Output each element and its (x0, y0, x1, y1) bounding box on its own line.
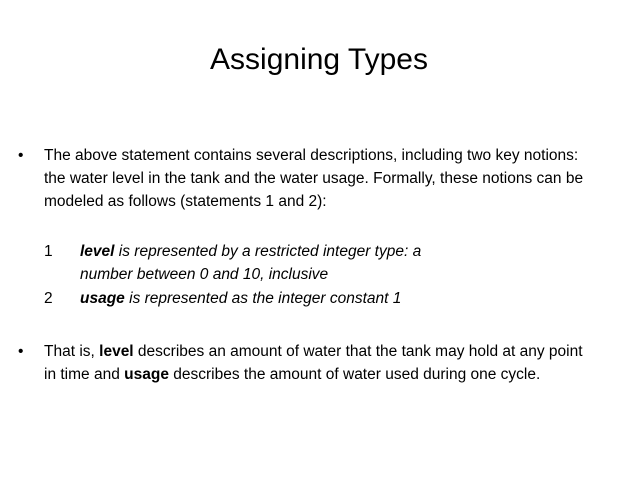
bullet-2-text-d: describes the amount of water used during one cycle. (168, 366, 541, 383)
statement-2 (44, 287, 401, 310)
statement-1-keyword: level (80, 243, 115, 260)
bullet-2-keyword-level: level (99, 343, 134, 360)
statement-2-number: 2 (44, 290, 53, 307)
bullet-2-line-2 (44, 363, 624, 386)
statement-1-continuation: number between 0 and 10, inclusive (80, 266, 329, 283)
bullet-2-line-1 (44, 340, 624, 363)
bullet-1-line-1: The above statement contains several descriptions, including two key notions: (44, 147, 579, 164)
bullet-2-text-a: That is, (44, 343, 100, 360)
bullet-2-keyword-usage: usage (124, 366, 169, 383)
bullet-dot-icon: • (18, 147, 24, 164)
bullet-2-text-b: describes an amount of water that the tank may hold at any point (133, 343, 583, 360)
slide-title: Assigning Types (210, 43, 428, 76)
bullet-1-line-2: the water level in the tank and the water usage. Formally, these notions can be (44, 170, 584, 187)
statement-1 (44, 240, 421, 263)
bullet-dot-icon: • (18, 343, 24, 360)
bullet-1-text (44, 144, 624, 213)
statement-1-text: is represented by a restricted integer type: a (114, 243, 422, 260)
statement-2-text: is represented as the integer constant 1 (124, 290, 402, 307)
statement-2-keyword: usage (80, 290, 125, 307)
bullet-2-text-c: in time and (44, 366, 125, 383)
bullet-1-line-3: modeled as follows (statements 1 and 2): (44, 193, 327, 210)
bullet-2-text (44, 340, 624, 386)
statement-1-number: 1 (44, 243, 53, 260)
